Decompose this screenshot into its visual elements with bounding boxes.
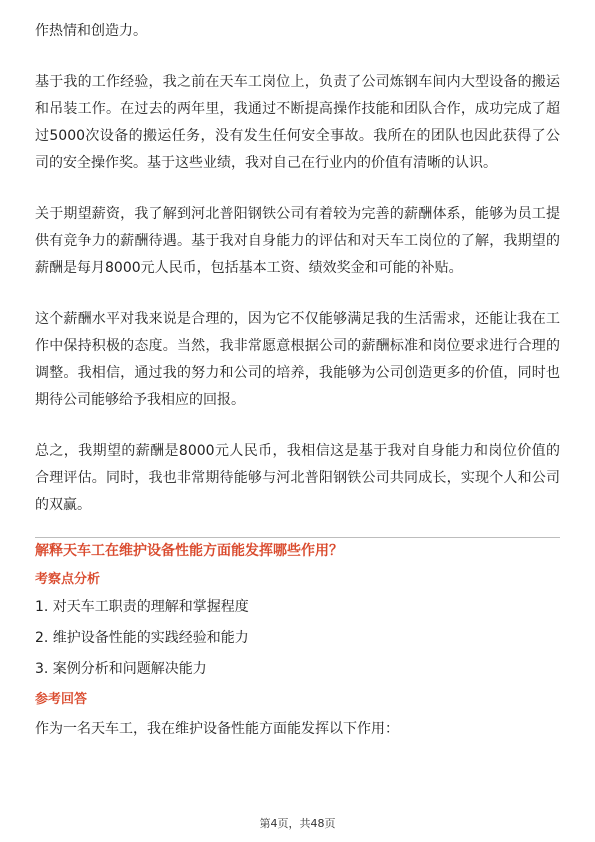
paragraph-summary: 总之，我期望的薪酬是8000元人民币，我相信这是基于我对自身能力和岗位价值的合理评估。同时，我也非常期待能够与河北普阳钢铁公司共同成长，实现个人和公司的双赢。: [35, 443, 560, 513]
page-content: [35, 18, 560, 743]
answer-heading: 参考回答: [35, 692, 88, 707]
paragraph-expected-salary: 关于期望薪资，我了解到河北普阳钢铁公司有着较为完善的薪酬体系，能够为员工提供有竞争力的薪酬待遇。基于我对自身能力的评估和对天车工岗位的了解，我期望的薪酬是每月8000元人民币，包括基本工资、绩效奖金和可能的补贴。: [35, 206, 560, 276]
answer-intro: 作为一名天车工，我在维护设备性能方面能发挥以下作用：: [35, 721, 399, 737]
analysis-heading: 考察点分析: [35, 572, 101, 587]
analysis-point: 3. 案例分析和问题解决能力: [35, 661, 207, 677]
question-title: 解释天车工在维护设备性能方面能发挥哪些作用？: [35, 543, 343, 559]
paragraph-work-experience: 基于我的工作经验，我之前在天车工岗位上，负责了公司炼钢车间内大型设备的搬运和吊装工作。在过去的两年里，我通过不断提高操作技能和团队合作，成功完成了超过5000次设备的搬运任务，没有发生任何安全事故。我所在的团队也因此获得了公司的安全操作奖。基于这些业绩，我对自己在行业内的价值有清晰的认识。: [35, 74, 560, 171]
analysis-point: 1. 对天车工职责的理解和掌握程度: [35, 599, 249, 615]
paragraph-continuation: 作热情和创造力。: [35, 23, 147, 39]
analysis-point: 2. 维护设备性能的实践经验和能力: [35, 630, 249, 646]
paragraph-salary-reasoning: 这个薪酬水平对我来说是合理的，因为它不仅能够满足我的生活需求，还能让我在工作中保持积极的态度。当然，我非常愿意根据公司的薪酬标准和岗位要求进行合理的调整。我相信，通过我的努力和公司的培养，我能够为公司创造更多的价值，同时也期待公司能够给予我相应的回报。: [35, 311, 560, 408]
page-number: 第4页，共48页: [259, 817, 336, 830]
